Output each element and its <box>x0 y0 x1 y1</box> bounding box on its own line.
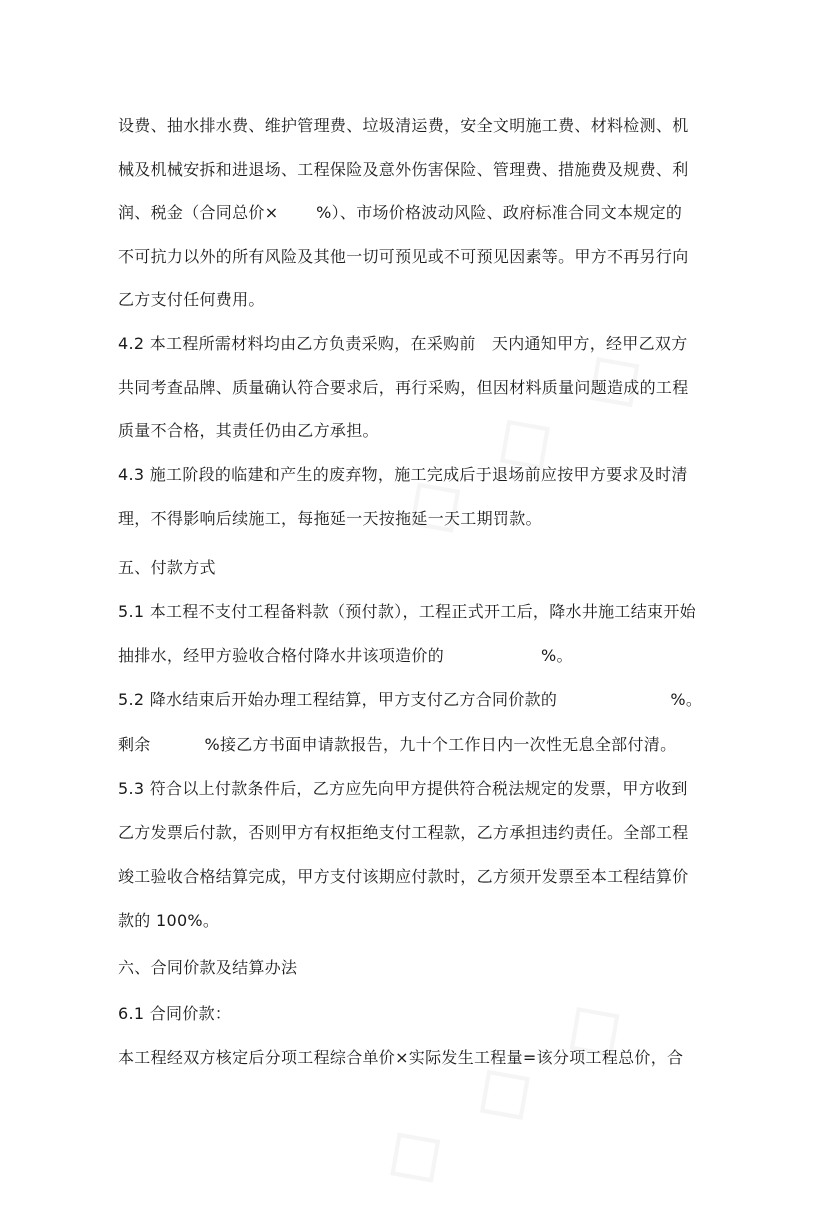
text-line: 5.1 本工程不支付工程备料款（预付款），工程正式开工后，降水井施工结束开始 <box>118 602 696 621</box>
text-line: 共同考查品牌、质量确认符合要求后，再行采购，但因材料质量问题造成的工程 <box>118 378 689 397</box>
section-heading: 六、合同价款及结算办法 <box>118 958 298 977</box>
section-heading: 五、付款方式 <box>118 558 216 577</box>
text-line: 抽排水，经甲方验收合格付降水井该项造价的 %。 <box>118 646 573 665</box>
watermark <box>360 965 651 1208</box>
text-line: 剩余 %接乙方书面申请款报告，九十个工作日内一次性无息全部付清。 <box>118 735 677 754</box>
text-line: 理，不得影响后续施工，每拖延一天按拖延一天工期罚款。 <box>118 509 542 528</box>
text-line: 6.1 合同价款： <box>118 1004 232 1023</box>
text-line: 竣工验收合格结算完成，甲方支付该期应付款时，乙方须开发票至本工程结算价 <box>118 867 689 886</box>
text-line: 设费、抽水排水费、维护管理费、垃圾清运费，安全文明施工费、材料检测、机 <box>118 116 689 135</box>
text-line: 乙方发票后付款，否则甲方有权拒绝支付工程款，乙方承担违约责任。全部工程 <box>118 823 689 842</box>
text-line: 不可抗力以外的所有风险及其他一切可预见或不可预见因素等。甲方不再另行向 <box>118 247 689 266</box>
text-line: 5.2 降水结束后开始办理工程结算，甲方支付乙方合同价款的 %。 <box>118 690 703 709</box>
text-line: 质量不合格，其责任仍由乙方承担。 <box>118 421 379 440</box>
text-line: 乙方支付任何费用。 <box>118 290 265 309</box>
text-line: 械及机械安拆和进退场、工程保险及意外伤害保险、管理费、措施费及规费、利 <box>118 160 689 179</box>
text-line: 润、税金（合同总价× %）、市场价格波动风险、政府标准合同文本规定的 <box>118 203 683 222</box>
text-line: 本工程经双方核定后分项工程综合单价×实际发生工程量=该分项工程总价，合 <box>118 1048 684 1067</box>
text-line: 款的 100%。 <box>118 911 220 930</box>
text-line: 5.3 符合以上付款条件后，乙方应先向甲方提供符合税法规定的发票，甲方收到 <box>118 779 688 798</box>
text-line: 4.2 本工程所需材料均由乙方负责采购，在采购前 天内通知甲方，经甲乙双方 <box>118 334 688 353</box>
text-line: 4.3 施工阶段的临建和产生的废弃物，施工完成后于退场前应按甲方要求及时清 <box>118 465 688 484</box>
